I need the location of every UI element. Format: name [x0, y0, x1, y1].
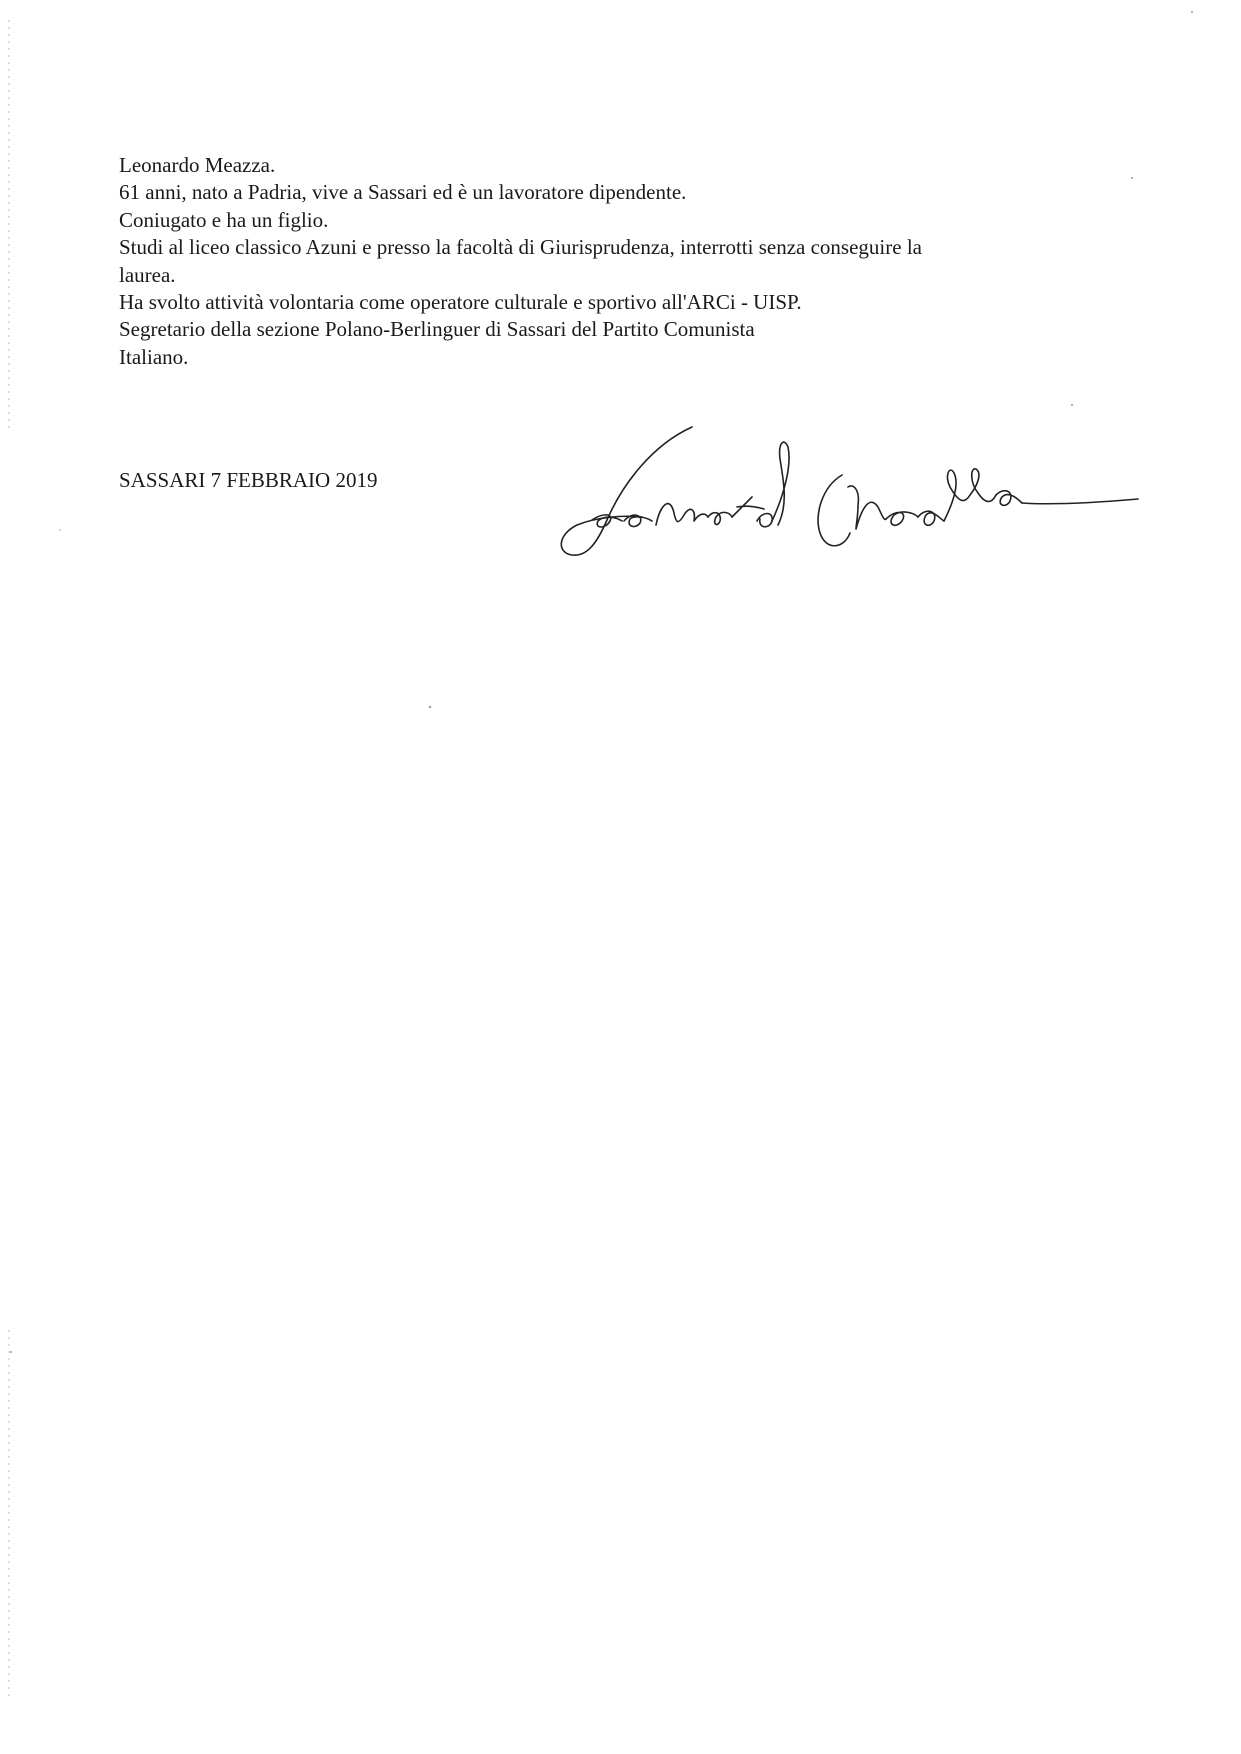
- bio-line-secretary-cont: Italiano.: [119, 344, 189, 369]
- bio-line-secretary: Segretario della sezione Polano-Berlinguer di Sassari del Partito Comunista: [119, 317, 755, 342]
- bio-line-age-birthplace: 61 anni, nato a Padria, vive a Sassari ed è un lavoratore dipendente.: [119, 180, 687, 205]
- bio-line-name: Leonardo Meazza.: [119, 153, 276, 177]
- place-date: SASSARI 7 FEBBRAIO 2019: [119, 468, 378, 492]
- bio-line-studies-cont: laurea.: [119, 262, 176, 287]
- bio-line-volunteer: Ha svolto attività volontaria come operatore culturale e sportivo all'ARCi - UISP.: [119, 290, 802, 315]
- biography-text: [119, 152, 1099, 371]
- bio-line-family: Coniugato e ha un figlio.: [119, 207, 329, 232]
- handwritten-signature: [552, 425, 1140, 570]
- bio-line-studies: Studi al liceo classico Azuni e presso la facoltà di Giurisprudenza, interrotti senza conseguire la: [119, 235, 922, 260]
